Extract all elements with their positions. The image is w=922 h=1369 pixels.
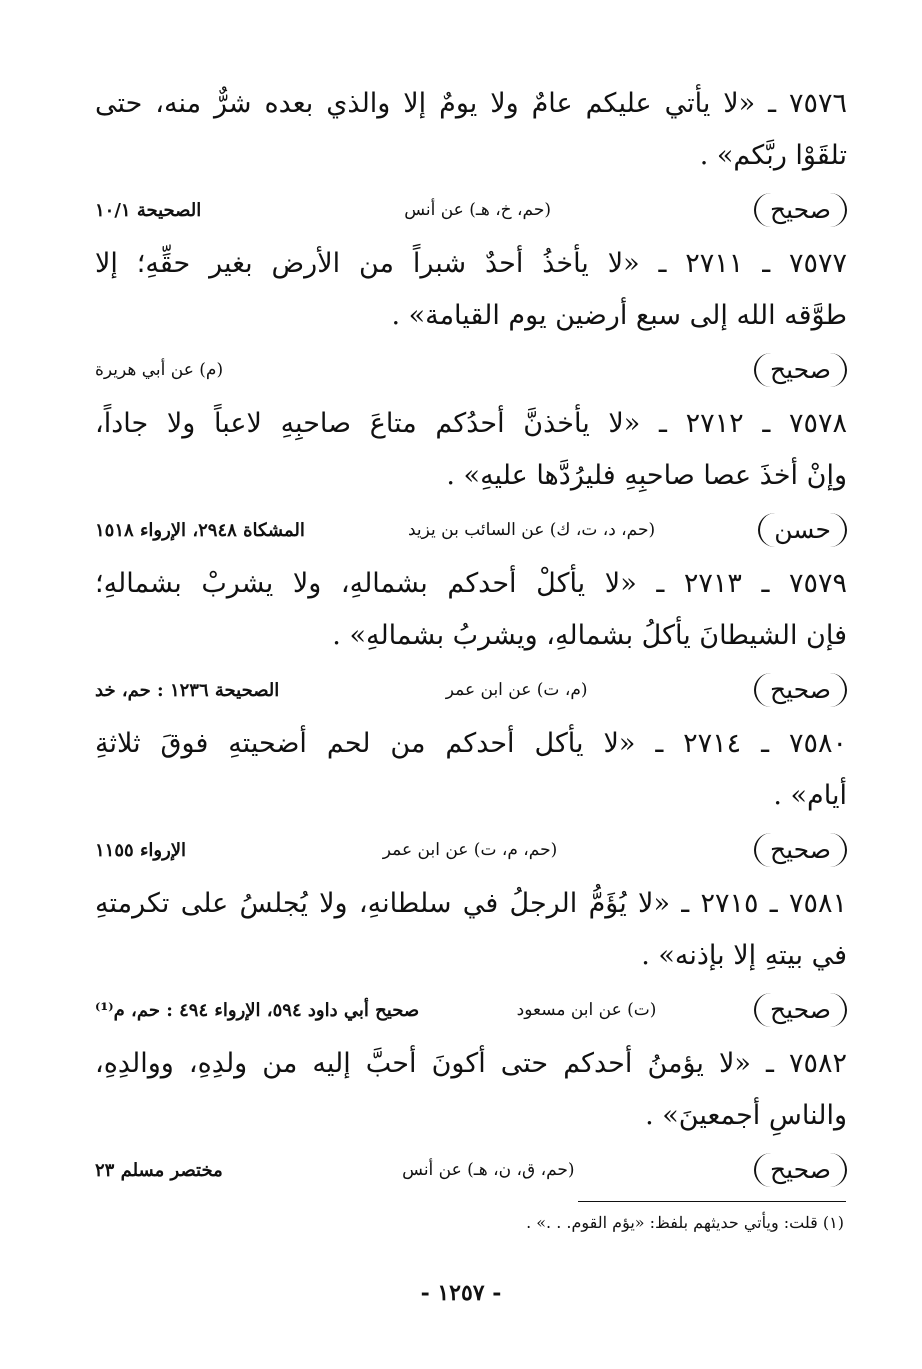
narrator-source: (م) عن أبي هريرة bbox=[95, 360, 224, 380]
hadith-text-line: أيام» . bbox=[773, 780, 847, 811]
hadith-page bbox=[95, 78, 847, 1198]
reference-extra: : حم، خد bbox=[95, 679, 170, 701]
grade-label: صحيح bbox=[754, 353, 847, 387]
hadith-text-line: والناسِ أجمعينَ» . bbox=[645, 1100, 847, 1131]
hadith-meta bbox=[95, 982, 847, 1038]
hadith-text-line: وإنْ أخذَ عصا صاحبِهِ فليرُدَّها عليهِ» . bbox=[446, 460, 847, 491]
hadith-text-line: ٧٥٧٨ ـ ٢٧١٢ ـ «لا يأخذنَّ أحدُكم متاعَ صاحبِهِ لاعباً ولا جاداً، bbox=[95, 408, 847, 439]
reference-text: صحيح أبي داود ٥٩٤، الإرواء ٤٩٤ : حم، م⁽¹⁾ bbox=[95, 999, 420, 1021]
reference bbox=[95, 680, 279, 701]
hadith-meta bbox=[95, 662, 847, 718]
narrator-source: (حم، خ، هـ) عن أنس bbox=[404, 200, 551, 220]
reference-text: الصحيحة ١٢٣٦ bbox=[169, 679, 280, 701]
narrator-source: (حم، د، ت، ك) عن السائب بن يزيد bbox=[407, 520, 656, 540]
hadith-text-line: ٧٥٧٦ ـ «لا يأتي عليكم عامٌ ولا يومٌ إلا والذي بعده شرٌّ منه، حتى bbox=[95, 88, 847, 119]
hadith-meta bbox=[95, 182, 847, 238]
reference-text: المشكاة ٢٩٤٨، الإرواء ١٥١٨ bbox=[95, 519, 305, 541]
reference bbox=[95, 1160, 223, 1181]
hadith-text-line: فإن الشيطانَ يأكلُ بشمالهِ، ويشربُ بشمالهِ» . bbox=[332, 620, 847, 651]
hadith-entry bbox=[95, 78, 847, 238]
reference-text: الإرواء ١١٥٥ bbox=[95, 839, 187, 861]
hadith-meta bbox=[95, 822, 847, 878]
hadith-text-line: ٧٥٨١ ـ ٢٧١٥ ـ «لا يُؤَمُّ الرجلُ في سلطانهِ، ولا يُجلسُ على تكرمتهِ bbox=[95, 888, 847, 919]
hadith-entry bbox=[95, 718, 847, 878]
grade-label: حسن bbox=[758, 513, 847, 547]
grade-label: صحيح bbox=[754, 833, 847, 867]
narrator-source: (م، ت) عن ابن عمر bbox=[445, 680, 588, 700]
hadith-text-line: طوَّقه الله إلى سبع أرضين يوم القيامة» . bbox=[391, 300, 847, 331]
reference-text: الصحيحة ١٠/١ bbox=[95, 199, 202, 221]
hadith-meta bbox=[95, 502, 847, 558]
hadith-text-line: ٧٥٧٩ ـ ٢٧١٣ ـ «لا يأكلْ أحدكم بشمالهِ، ولا يشربْ بشمالهِ؛ bbox=[95, 568, 847, 599]
reference bbox=[95, 840, 186, 861]
grade-label: صحيح bbox=[754, 1153, 847, 1187]
hadith-entry bbox=[95, 878, 847, 1038]
hadith-text-line: ٧٥٨٢ ـ «لا يؤمنُ أحدكم حتى أكونَ أحبَّ إليه من ولدِهِ، ووالدِهِ، bbox=[95, 1048, 847, 1079]
hadith-meta bbox=[95, 342, 847, 398]
hadith-meta bbox=[95, 1142, 847, 1198]
page-number: - ١٢٥٧ - bbox=[420, 1280, 502, 1306]
grade-label: صحيح bbox=[754, 993, 847, 1027]
reference bbox=[95, 1000, 419, 1021]
hadith-entry bbox=[95, 1038, 847, 1198]
hadith-text-line: ٧٥٧٧ ـ ٢٧١١ ـ «لا يأخذُ أحدٌ شبراً من الأرض بغير حقِّهِ؛ إلا bbox=[95, 248, 848, 279]
reference bbox=[95, 520, 305, 541]
narrator-source: (حم، ق، ن، هـ) عن أنس bbox=[402, 1160, 575, 1180]
reference-text: مختصر مسلم ٢٣ bbox=[95, 1159, 223, 1181]
grade-label: صحيح bbox=[754, 673, 847, 707]
hadith-entry bbox=[95, 238, 847, 398]
hadith-entry bbox=[95, 558, 847, 718]
narrator-source: (ت) عن ابن مسعود bbox=[516, 1000, 657, 1020]
grade-label: صحيح bbox=[754, 193, 847, 227]
reference bbox=[95, 200, 201, 221]
hadith-text-line: ٧٥٨٠ ـ ٢٧١٤ ـ «لا يأكل أحدكم من لحم أضحيتهِ فوقَ ثلاثةِ bbox=[95, 728, 847, 759]
hadith-text-line: في بيتهِ إلا بإذنه» . bbox=[641, 940, 847, 971]
hadith-text-line: تلقَوْا ربَّكم» . bbox=[699, 140, 847, 171]
narrator-source: (حم، م، ت) عن ابن عمر bbox=[382, 840, 558, 860]
footnote-divider bbox=[578, 1201, 846, 1202]
hadith-entry bbox=[95, 398, 847, 558]
footnote: (١) قلت: ويأتي حديثهم بلفظ: «يؤم القوم. . .» . bbox=[526, 1213, 844, 1232]
